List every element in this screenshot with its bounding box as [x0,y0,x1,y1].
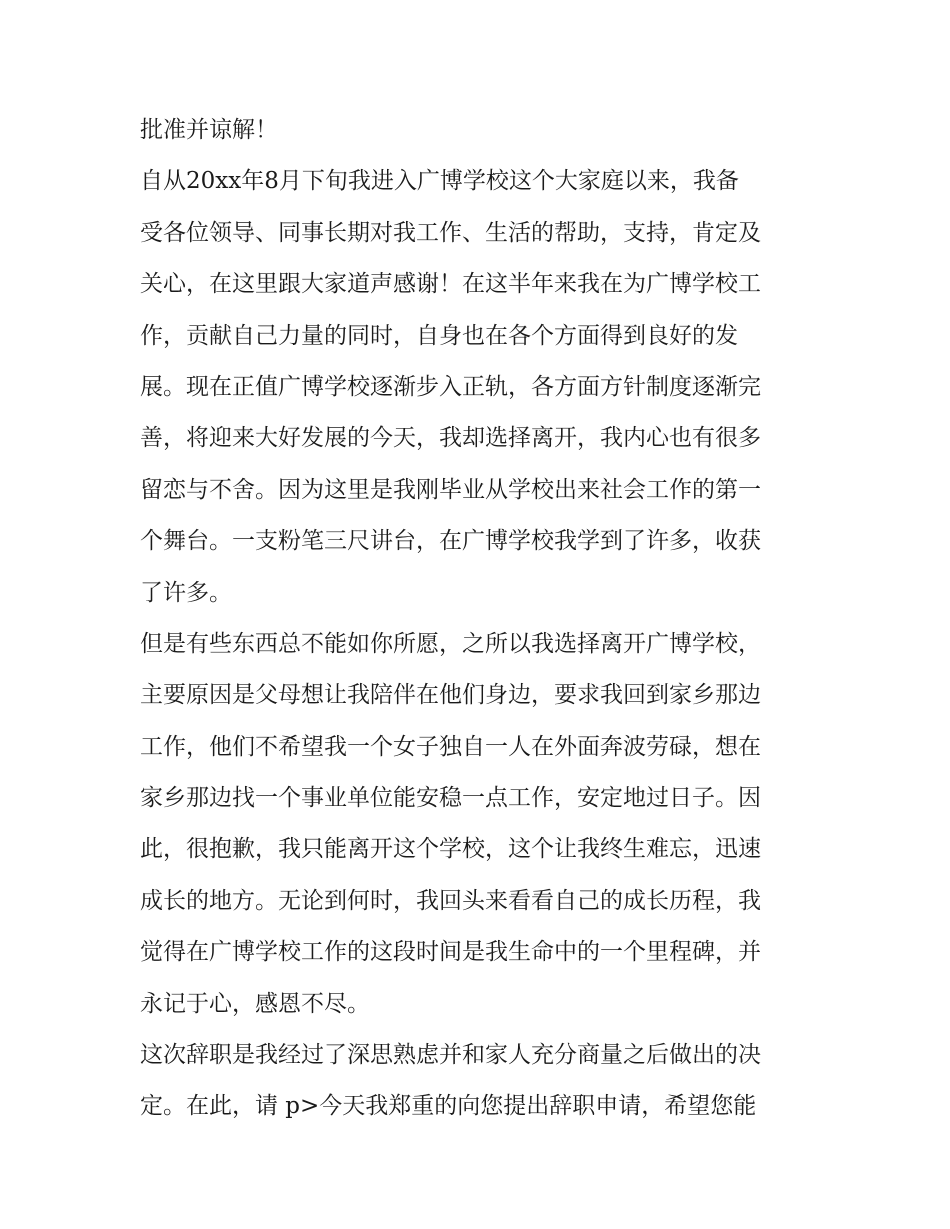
text-line: 自从20xx年8月下旬我进入广博学校这个大家庭以来，我备 [140,168,739,195]
text-line: 家乡那边找一个事业单位能安稳一点工作，安定地过日子。因 [140,785,761,812]
text-line: 定。在此，请 p>今天我郑重的向您提出辞职申请，希望您能 [140,1093,757,1120]
text-line: 展。现在正值广博学校逐渐步入正轨，各方面方针制度逐渐完 [140,373,761,400]
text-line: 作，贡献自己力量的同时，自身也在各个方面得到良好的发 [140,322,738,349]
text-line: 但是有些东西总不能如你所愿，之所以我选择离开广博学校， [140,630,761,657]
text-line: 批准并谅解！ [140,117,278,143]
text-line: 永记于心，感恩不尽。 [140,990,370,1017]
text-line: 觉得在广博学校工作的这段时间是我生命中的一个里程碑，并 [140,939,761,966]
text-line: 主要原因是父母想让我陪伴在他们身边，要求我回到家乡那边 [140,682,761,709]
text-line: 善，将迎来大好发展的今天，我却选择离开，我内心也有很多 [140,425,761,452]
text-line: 受各位领导、同事长期对我工作、生活的帮助，支持，肯定及 [140,219,761,246]
resignation-letter-body [140,110,830,1138]
text-line: 这次辞职是我经过了深思熟虑并和家人充分商量之后做出的决 [140,1042,761,1069]
text-line: 工作，他们不希望我一个女子独自一人在外面奔波劳碌，想在 [140,733,761,760]
text-line: 留恋与不舍。因为这里是我刚毕业从学校出来社会工作的第一 [140,476,761,503]
text-line: 个舞台。一支粉笔三尺讲台，在广博学校我学到了许多，收获 [140,528,761,555]
text-line: 关心，在这里跟大家道声感谢！在这半年来我在为广博学校工 [140,271,761,298]
text-line: 了许多。 [140,579,232,606]
text-line: 此，很抱歉，我只能离开这个学校，这个让我终生难忘，迅速 [140,836,761,863]
text-line: 成长的地方。无论到何时，我回头来看看自己的成长历程，我 [140,887,761,914]
